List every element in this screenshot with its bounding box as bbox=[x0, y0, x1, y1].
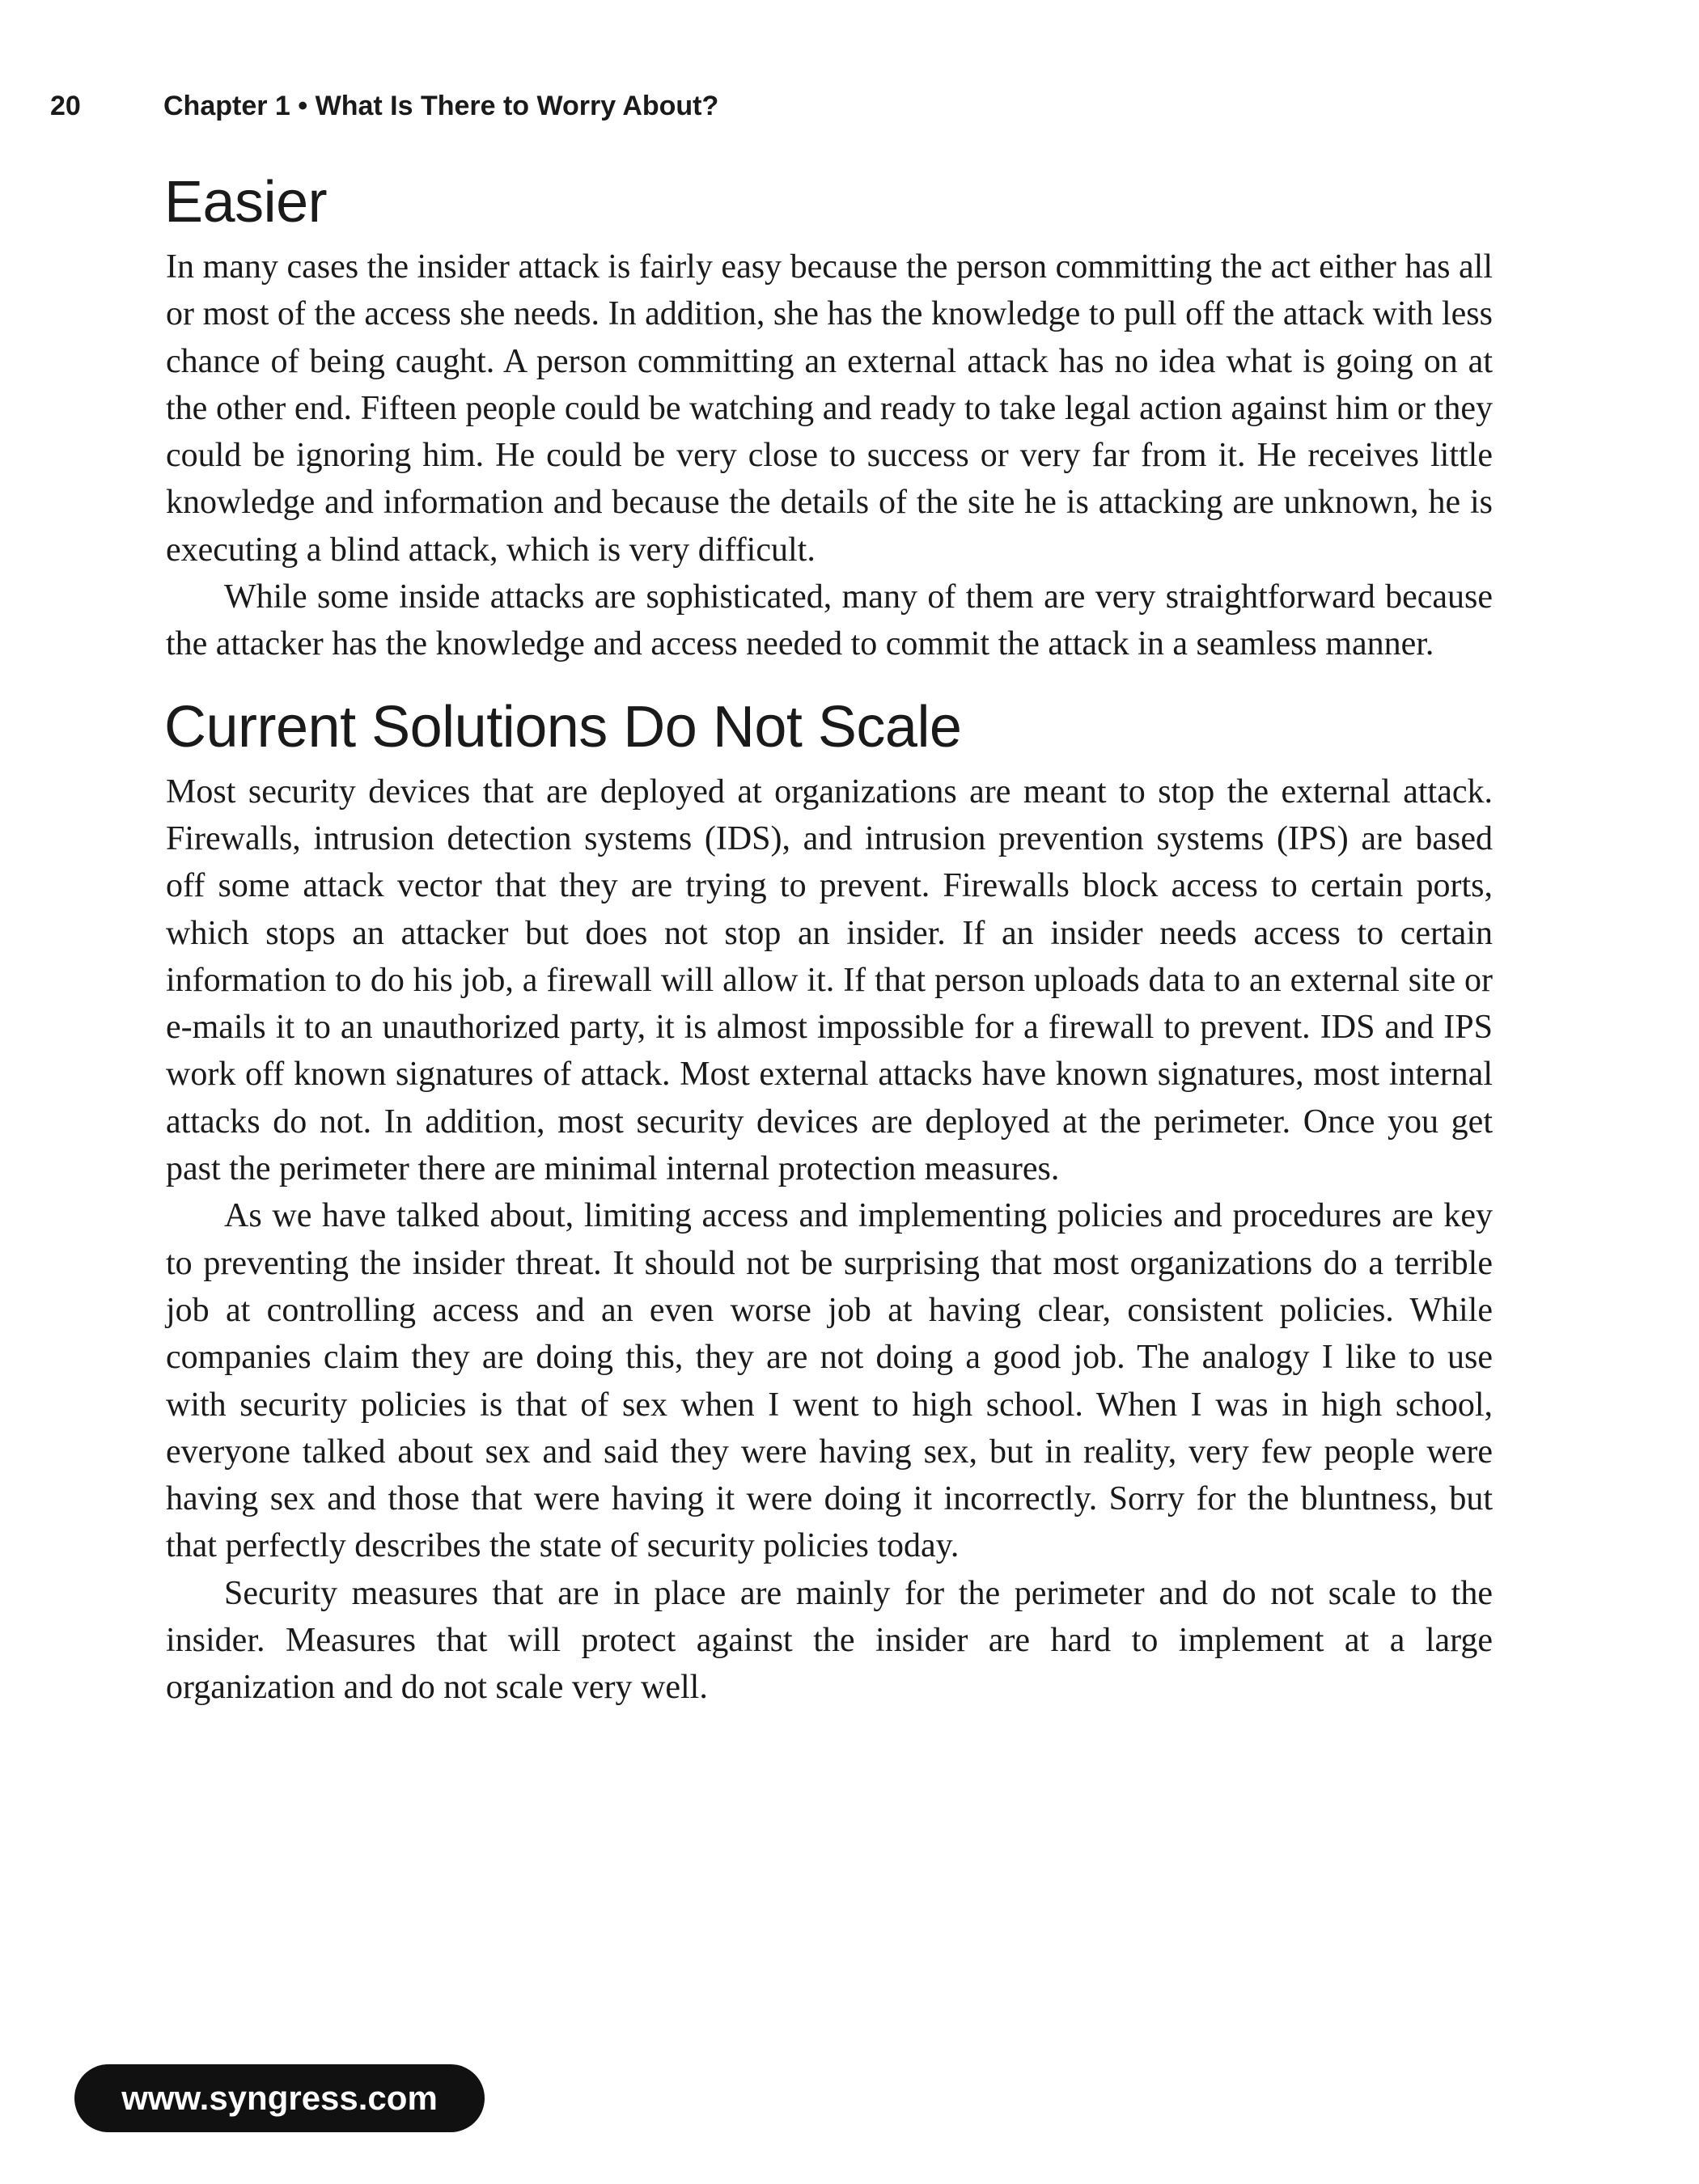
paragraph: Most security devices that are deployed at organizations are meant to stop the external attack. Firewalls, intrusion detection systems (IDS), and intrusion prevention systems (IPS) are based off some attack vector that they are trying to prevent. Firewalls block access to certain ports, which stops an attacker but does not stop an insider. If an insider needs access to certain information to do his job, a firewall will allow it. If that person uploads data to an external site or e-mails it to an unauthorized party, it is almost impossible for a firewall to prevent. IDS and IPS work off known signatures of attack. Most external attacks have known signatures, most internal attacks do not. In addition, most security devices are deployed at the perimeter. Once you get past the perimeter there are minimal internal protection measures. bbox=[166, 772, 1493, 1188]
paragraph: While some inside attacks are sophisticated, many of them are very straightforward because the attacker has the knowledge and access needed to commit the attack in a seamless manner. bbox=[166, 578, 1493, 663]
page-number: 20 bbox=[50, 91, 81, 121]
section-current-solutions bbox=[166, 691, 1493, 1712]
paragraph: Security measures that are in place are mainly for the perimeter and do not scale to the insider. Measures that will protect against the insider are hard to implement at a large organization and do not scale very well. bbox=[166, 1574, 1493, 1707]
section-heading: Easier bbox=[164, 170, 328, 235]
page-body bbox=[166, 166, 1493, 1712]
paragraph: In many cases the insider attack is fairly easy because the person committing the act either has all or most of the access she needs. In addition, she has the knowledge to pull off the attack with less chance of being caught. A person committing an external attack has no idea what is going on at the other end. Fifteen people could be watching and ready to take legal action against him or they could be ignoring him. He could be very close to success or very far from it. He receives little knowledge and information and because the details of the site he is attacking are unknown, he is executing a blind attack, which is very difficult. bbox=[166, 248, 1493, 569]
paragraph: As we have talked about, limiting access and implementing policies and procedures are key to preventing the insider threat. It should not be surprising that most organizations do a terrible job at controlling access and an even worse job at having clear, consistent policies. While companies claim they are doing this, they are not doing a good job. The analogy I like to use with security policies is that of sex when I went to high school. When I was in high school, everyone talked about sex and said they were having sex, but in reality, very few people were having sex and those that were having it were doing it incorrectly. Sorry for the bluntness, but that perfectly describes the state of security policies today. bbox=[166, 1197, 1493, 1565]
running-head bbox=[50, 91, 718, 122]
section-heading: Current Solutions Do Not Scale bbox=[164, 694, 962, 760]
chapter-title: Chapter 1 • What Is There to Worry About? bbox=[163, 91, 719, 121]
section-easier bbox=[166, 166, 1493, 668]
website-badge: www.syngress.com bbox=[74, 2064, 485, 2132]
